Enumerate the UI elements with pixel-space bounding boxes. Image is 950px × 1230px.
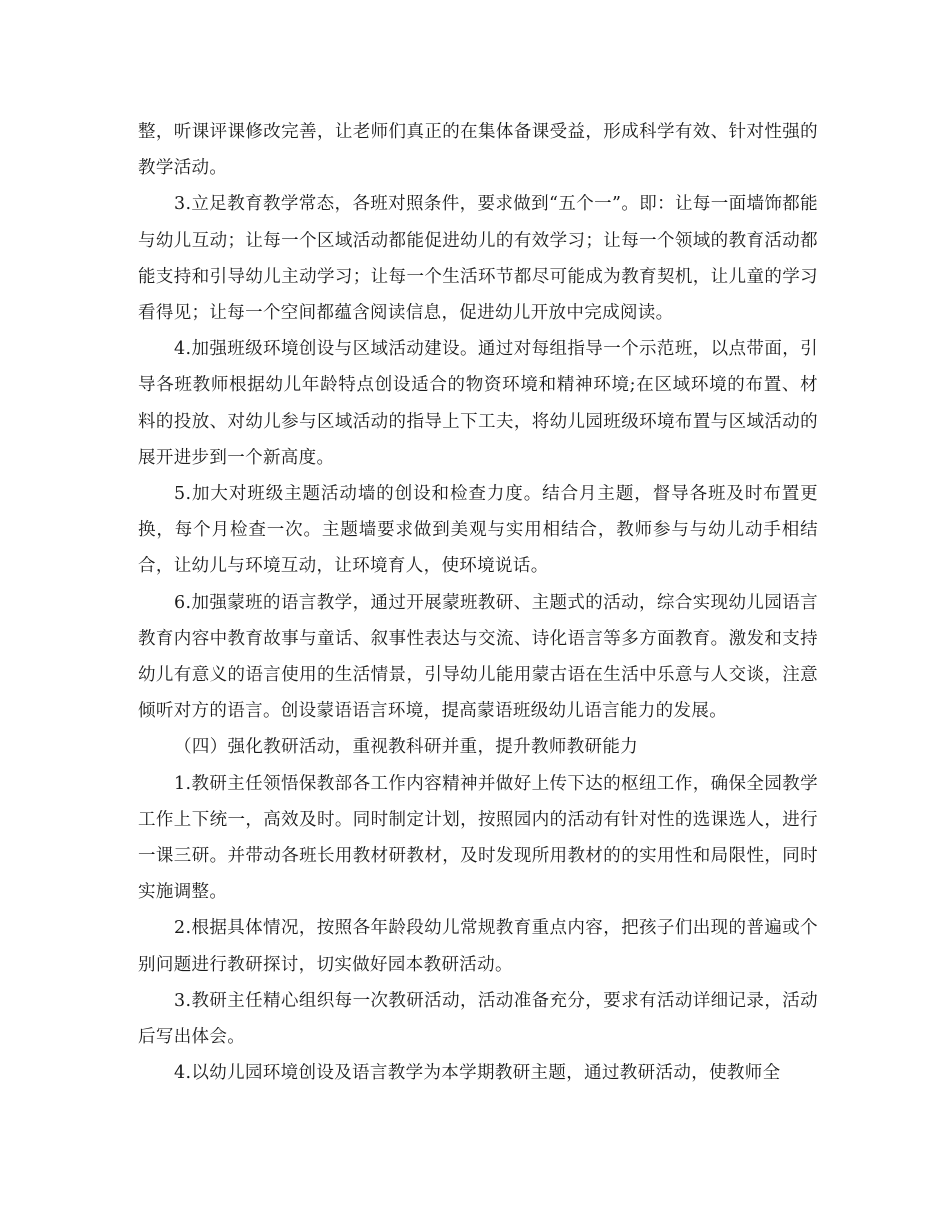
paragraph-research-2: 2.根据具体情况，按照各年龄段幼儿常规教育重点内容，把孩子们出现的普遍或个别问题进行教研探讨，切实做好园本教研活动。 xyxy=(138,918,818,975)
section-heading-4: （四）强化教研活动，重视教科研并重，提升教师教研能力 xyxy=(174,737,639,758)
paragraph-research-3: 3.教研主任精心组织每一次教研活动，活动准备充分，要求有活动详细记录，活动后写出体会。 xyxy=(138,990,818,1048)
paragraph-research-1: 1.教研主任领悟保教部各工作内容精神并做好上传下达的枢纽工作，确保全园教学工作上下统一，高效及时。同时制定计划，按照园内的活动有针对性的选课选人，进行一课三研。并带动各班长用教材研教材，及时发现所用教材的的实用性和局限性，同时实施调整。 xyxy=(138,773,818,903)
paragraph-continued: 整，听课评课修改完善，让老师们真正的在集体备课受益，形成科学有效、针对性强的教学活动。 xyxy=(138,122,818,179)
paragraph-item-3: 3.立足教育教学常态，各班对照条件，要求做到“五个一”。即：让每一面墙饰都能与幼儿互动；让每一个区域活动都能促进幼儿的有效学习；让每一个领域的教育活动都能支持和引导幼儿主动学习；让每一个生活环节都尽可能成为教育契机，让儿童的学习看得见；让每一个空间都蕴含阅读信息，促进幼儿开放中完成阅读。 xyxy=(138,194,818,324)
paragraph-item-6: 6.加强蒙班的语言教学，通过开展蒙班教研、主题式的活动，综合实现幼儿园语言教育内容中教育故事与童话、叙事性表达与交流、诗化语言等多方面教育。激发和支持幼儿有意义的语言使用的生活情景，引导幼儿能用蒙古语在生活中乐意与人交谈，注意倾听对方的语言。创设蒙语语言环境，提高蒙语班级幼儿语言能力的发展。 xyxy=(138,592,818,722)
paragraph-item-5: 5.加大对班级主题活动墙的创设和检查力度。结合月主题，督导各班及时布置更换，每个月检查一次。主题墙要求做到美观与实用相结合，教师参与与幼儿动手相结合，让幼儿与环境互动，让环境育人，使环境说话。 xyxy=(138,484,818,577)
paragraph-item-4: 4.加强班级环境创设与区域活动建设。通过对每组指导一个示范班，以点带面，引导各班教师根据幼儿年龄特点创设适合的物资环境和精神环境;在区域环境的布置、材料的投放、对幼儿参与区域活动的指导上下工夫，将幼儿园班级环境布置与区域活动的展开进步到一个新高度。 xyxy=(138,339,818,468)
paragraph-research-4: 4.以幼儿园环境创设及语言教学为本学期教研主题，通过教研活动，使教师全 xyxy=(174,1063,781,1084)
